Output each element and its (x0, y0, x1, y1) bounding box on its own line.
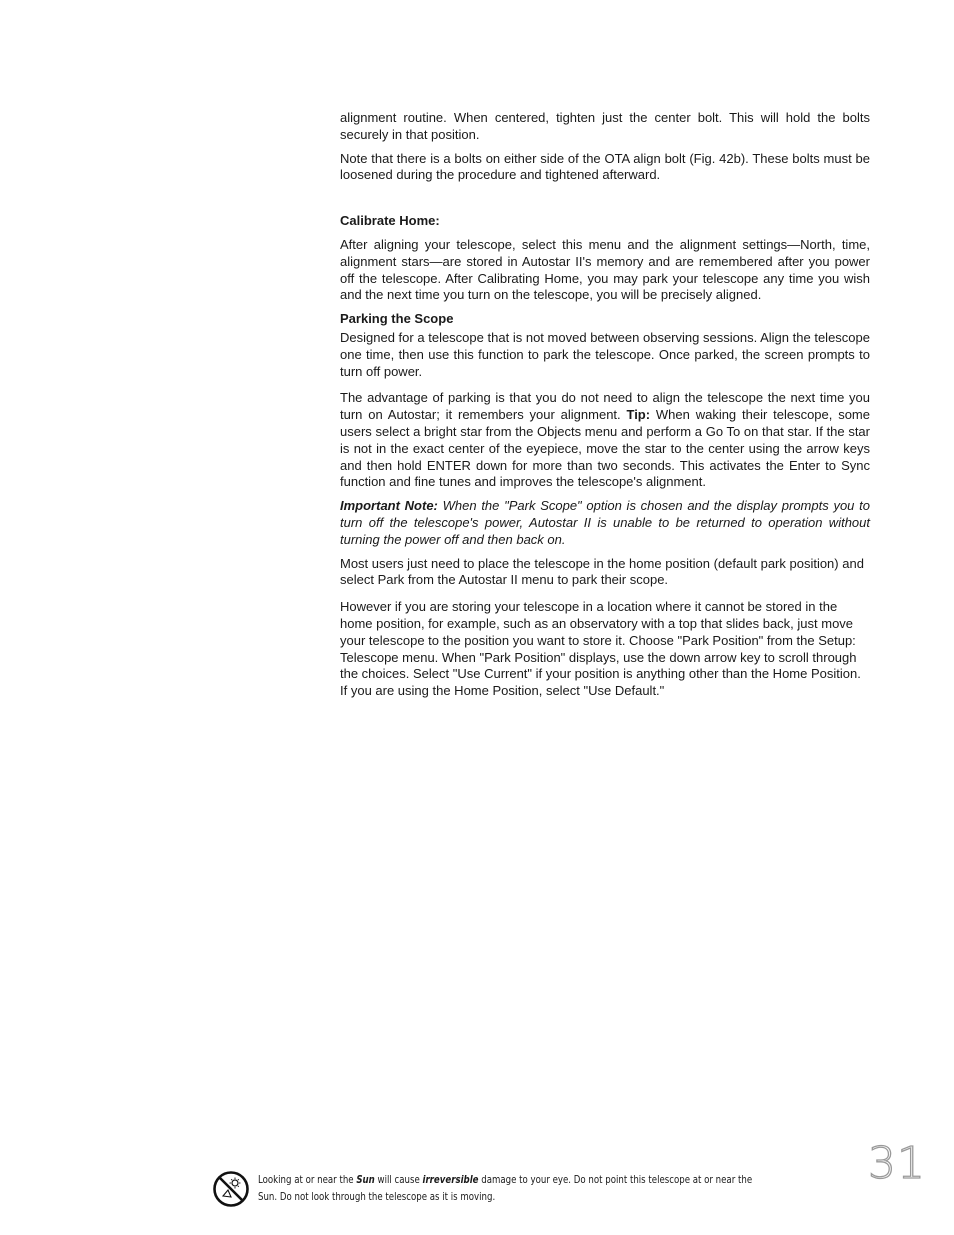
tip-label: Tip: (626, 407, 651, 423)
paragraph-park-position: However if you are storing your telescope in a location where it cannot be stored in the home position, for example, such as an observatory with a top that slides back, just move your telescope to the position you want to store it. Choose "Park Position" from the Setup: Telescope menu. When "Park Position" displays, use the down arrow key to scroll through the choices. Select "Use Current" if your position is anything other than the Home Position. If you are using the Home Position, select "Use Default." (340, 599, 861, 699)
heading-calibrate-home: Calibrate Home: (340, 213, 440, 229)
sun-warning-text (258, 1172, 753, 1206)
warning-line-2: Sun. Do not look through the telescope as it is moving. (258, 1191, 496, 1203)
tip-text: When waking their telescope, some users select a bright star from the Objects menu and perform a Go To on that star. If the star is not in the exact center of the eyepiece, move the star to the center using the arrow keys and then hold ENTER down for more than two seconds. This activates the Enter to Sync function and fine tunes and improves the telescope's alignment. (340, 407, 870, 490)
sun-warning-footer (212, 1168, 812, 1212)
paragraph-alignment-routine: alignment routine. When centered, tighten just the center bolt. This will hold the bolts securely in that position. (340, 110, 870, 142)
important-note-label: Important Note: (340, 498, 438, 514)
paragraph-parking-advantage (340, 390, 870, 491)
paragraph-home-position: Most users just need to place the telescope in the home position (default park position) and select Park from the Autostar II menu to park their scope. (340, 555, 864, 588)
warning-irreversible-word: irreversible (422, 1174, 479, 1186)
heading-parking-the-scope: Parking the Scope (340, 311, 454, 327)
important-note (340, 498, 870, 548)
paragraph-calibrate-home: After aligning your telescope, select this menu and the alignment settings—North, time, alignment stars—are stored in Autostar II's memory and are remembered after you power off the telescope. After Calibrating Home, you may park your telescope any time you wish and the next time you turn on the telescope, you will be precisely aligned. (340, 236, 870, 303)
important-note-text: When the "Park Scope" option is chosen and the display prompts you to turn off the telescope's power, Autostar II is unable to be returned to operation without turning the power off and then back on. (340, 498, 870, 547)
page-number: 31 (868, 1138, 926, 1189)
warning-line-1: Looking at or near the Sun will cause irreversible damage to your eye. Do not point this telescope at or near the (258, 1174, 753, 1186)
warning-sun-word: Sun (356, 1174, 375, 1186)
no-sun-warning-icon (212, 1170, 250, 1208)
advantage-text: The advantage of parking is that you do not need to align the telescope the next time you turn on Autostar; it remembers your alignment. (340, 390, 870, 423)
main-text-column (340, 110, 870, 707)
paragraph-ota-bolts: Note that there is a bolts on either side of the OTA align bolt (Fig. 42b). These bolts must be loosened during the procedure and tightened afterward. (340, 150, 870, 183)
paragraph-parking-design: Designed for a telescope that is not moved between observing sessions. Align the telescope one time, then use this function to park the telescope. Once parked, the screen prompts to turn off power. (340, 329, 870, 379)
